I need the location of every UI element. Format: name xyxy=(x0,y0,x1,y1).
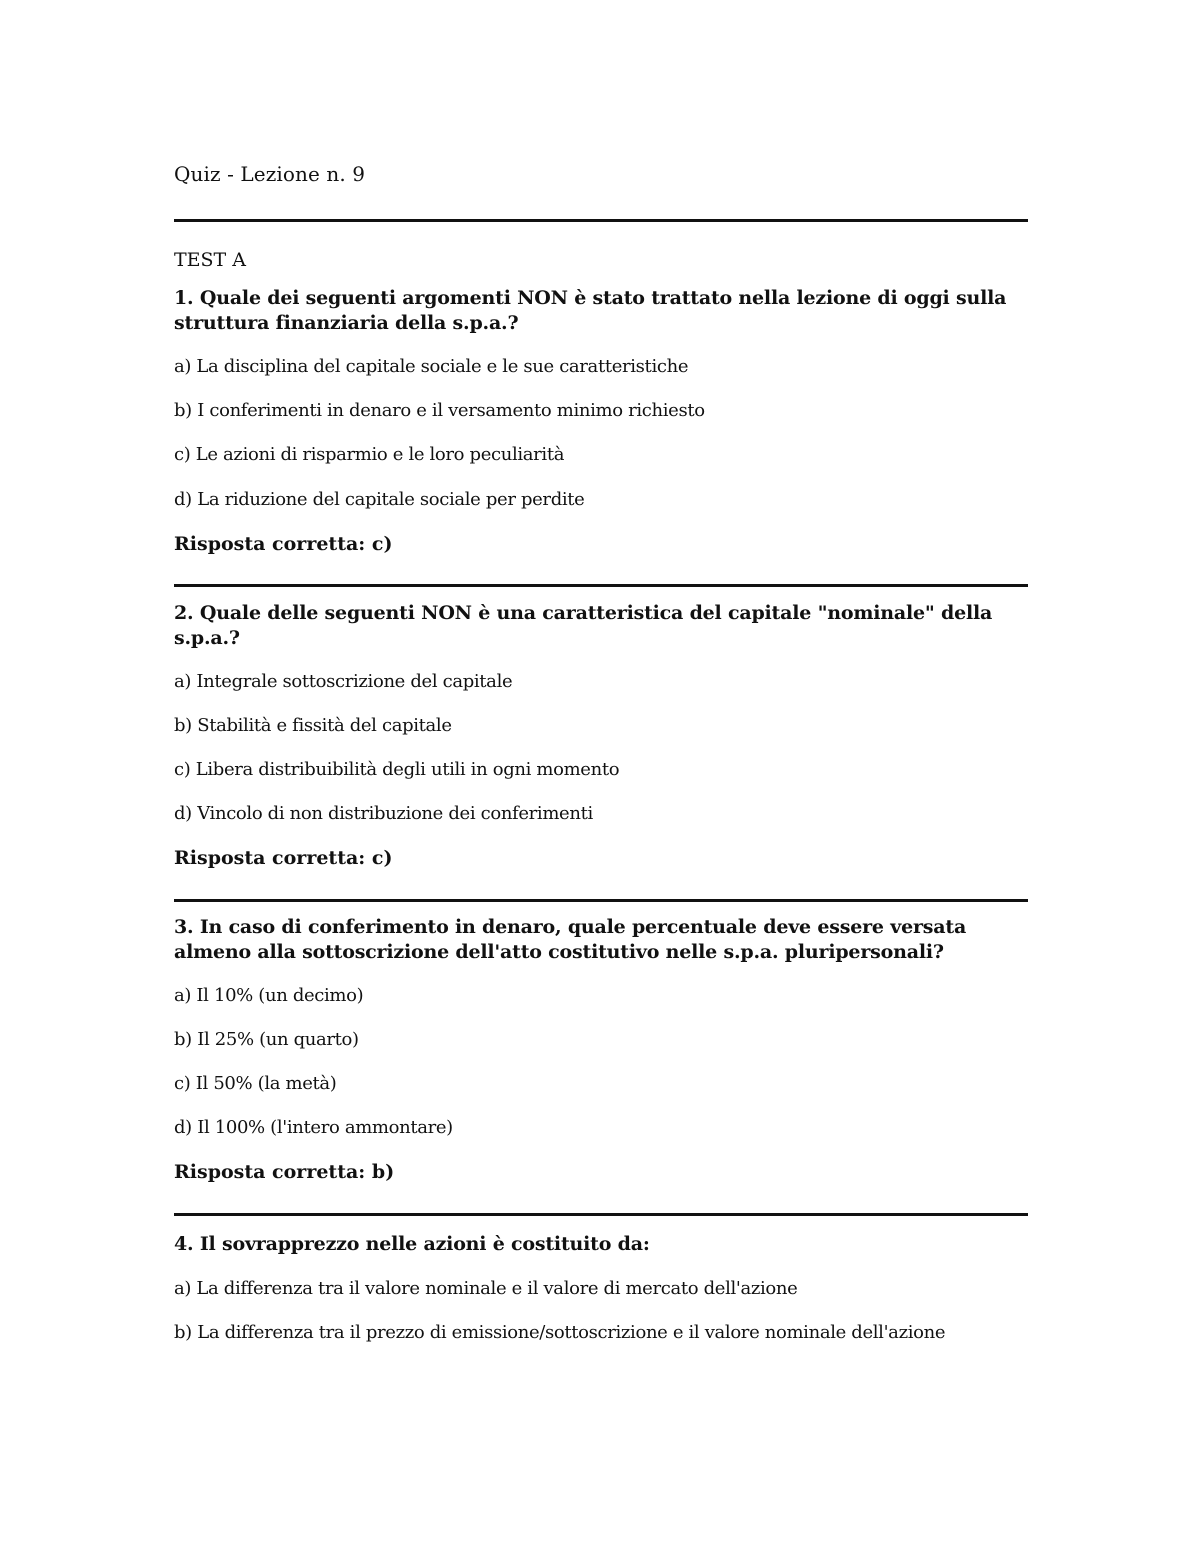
answer-option: b) Stabilità e fissità del capitale xyxy=(174,715,452,736)
correct-answer: Risposta corretta: c) xyxy=(174,847,393,869)
document-page xyxy=(174,160,1028,1345)
question-text: 4. Il sovrapprezzo nelle azioni è costituito da: xyxy=(174,1233,650,1255)
answer-option: a) La differenza tra il valore nominale e il valore di mercato dell'azione xyxy=(174,1278,798,1299)
answer-option: b) La differenza tra il prezzo di emissione/sottoscrizione e il valore nominale dell'azione xyxy=(174,1322,946,1343)
divider-rule xyxy=(174,219,1028,222)
test-label: TEST A xyxy=(174,249,246,271)
answer-option: a) Integrale sottoscrizione del capitale xyxy=(174,671,513,692)
answer-option: c) Libera distribuibilità degli utili in ogni momento xyxy=(174,759,620,780)
question-block-3 xyxy=(174,915,1028,1184)
question-block-1 xyxy=(174,286,1028,556)
question-text: 2. Quale delle seguenti NON è una caratteristica del capitale "nominale" della s.p.a.? xyxy=(174,602,993,649)
correct-answer: Risposta corretta: b) xyxy=(174,1161,395,1183)
question-block-2 xyxy=(174,601,1028,870)
divider-rule xyxy=(174,1213,1028,1216)
answer-option: a) Il 10% (un decimo) xyxy=(174,985,364,1006)
question-block-4 xyxy=(174,1232,1028,1345)
question-text: 1. Quale dei seguenti argomenti NON è stato trattato nella lezione di oggi sulla struttura finanziaria della s.p.a.? xyxy=(174,287,1007,334)
answer-option: c) Le azioni di risparmio e le loro peculiarità xyxy=(174,444,565,465)
question-text: 3. In caso di conferimento in denaro, quale percentuale deve essere versata almeno alla sottoscrizione dell'atto costitutivo nelle s.p.a. pluripersonali? xyxy=(174,916,967,963)
answer-option: c) Il 50% (la metà) xyxy=(174,1073,337,1094)
answer-option: d) La riduzione del capitale sociale per perdite xyxy=(174,489,585,510)
answer-option: b) Il 25% (un quarto) xyxy=(174,1029,359,1050)
divider-rule xyxy=(174,584,1028,587)
correct-answer: Risposta corretta: c) xyxy=(174,533,393,555)
answer-option: d) Il 100% (l'intero ammontare) xyxy=(174,1117,453,1138)
document-title: Quiz - Lezione n. 9 xyxy=(174,162,366,186)
answer-option: d) Vincolo di non distribuzione dei conferimenti xyxy=(174,803,593,824)
answer-option: b) I conferimenti in denaro e il versamento minimo richiesto xyxy=(174,400,705,421)
divider-rule xyxy=(174,899,1028,902)
answer-option: a) La disciplina del capitale sociale e le sue caratteristiche xyxy=(174,356,689,377)
